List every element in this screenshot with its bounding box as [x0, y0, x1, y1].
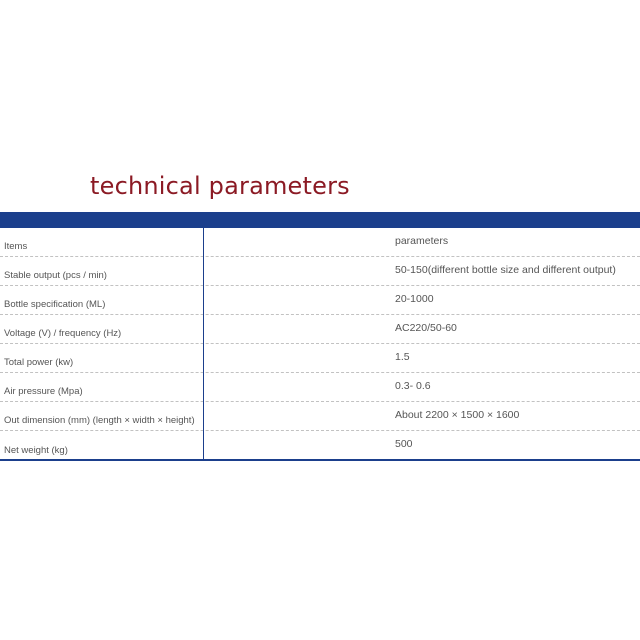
table-row	[0, 286, 640, 315]
row-item: Total power (kw)	[4, 357, 74, 368]
table-row	[0, 344, 640, 373]
column-divider	[203, 228, 204, 460]
row-item: Air pressure (Mpa)	[4, 386, 83, 397]
row-value: 1.5	[395, 351, 410, 363]
table-row	[0, 431, 640, 460]
row-item: Out dimension (mm) (length × width × height)	[4, 415, 195, 426]
table-header-bar	[0, 212, 640, 228]
row-item: Stable output (pcs / min)	[4, 270, 107, 281]
row-value: About 2200 × 1500 × 1600	[395, 409, 520, 421]
page-title: technical parameters	[90, 172, 350, 200]
row-value: 50-150(different bottle size and different output)	[395, 264, 616, 276]
row-value: 20-1000	[395, 293, 434, 305]
row-item: Net weight (kg)	[4, 445, 68, 456]
header-parameters: parameters	[395, 235, 449, 247]
header-items: Items	[4, 241, 28, 252]
parameters-table	[0, 228, 640, 460]
table-row	[0, 373, 640, 402]
table-header-row	[0, 228, 640, 257]
table-row	[0, 257, 640, 286]
row-item: Voltage (V) / frequency (Hz)	[4, 328, 122, 339]
row-value: AC220/50-60	[395, 322, 457, 334]
table-row	[0, 315, 640, 344]
table-bottom-border	[0, 459, 640, 461]
row-item: Bottle specification (ML)	[4, 299, 106, 310]
row-value: 0.3- 0.6	[395, 380, 431, 392]
table-row	[0, 402, 640, 431]
row-value: 500	[395, 438, 413, 450]
